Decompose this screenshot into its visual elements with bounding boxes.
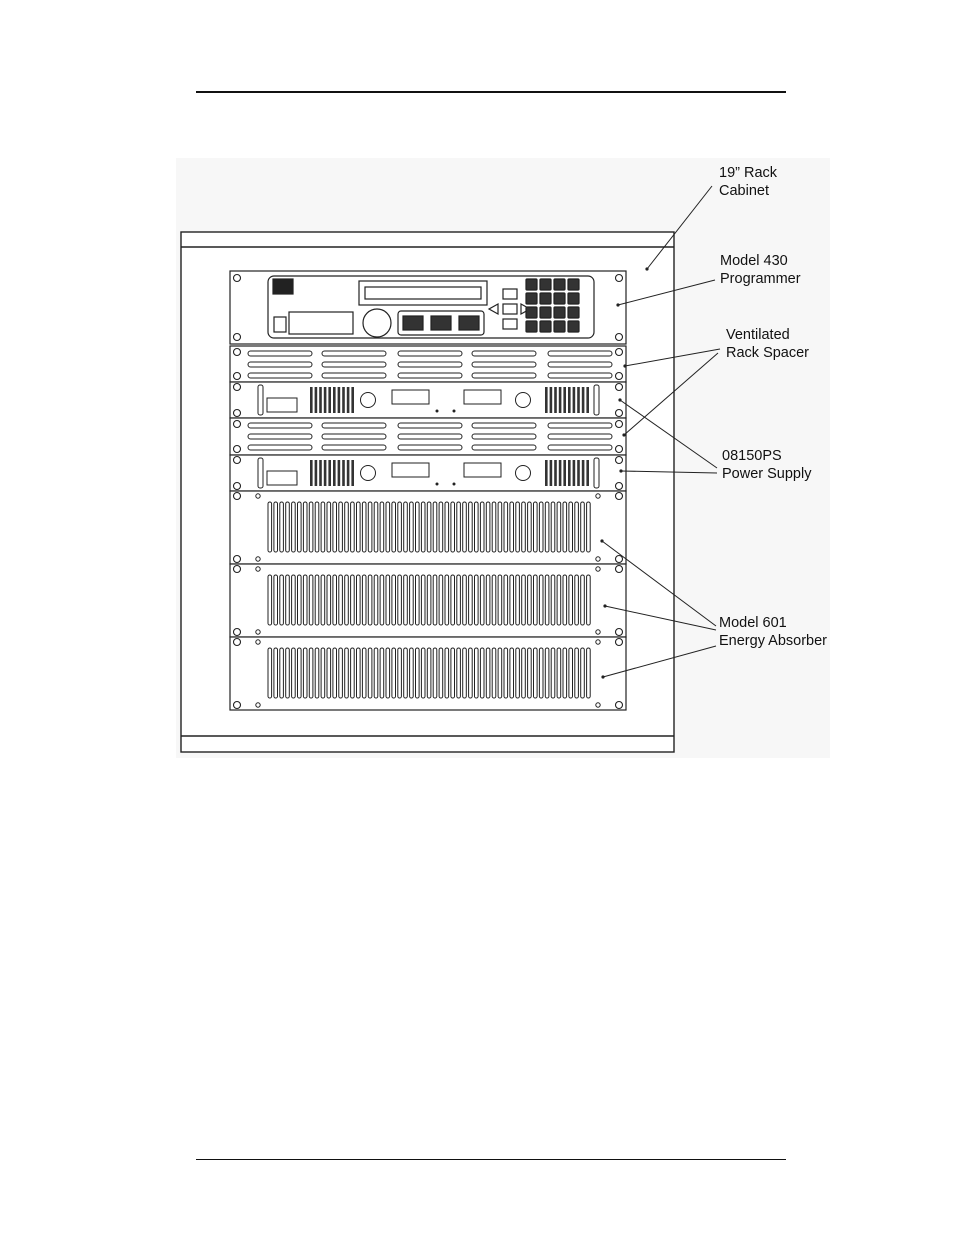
- keypad-key: [554, 293, 565, 304]
- callout-programmer-line2: Programmer: [720, 271, 801, 287]
- keypad-key: [540, 307, 551, 318]
- keypad-key: [554, 307, 565, 318]
- callout-energy-absorber-line1: Model 601: [719, 615, 787, 631]
- callout-rack-cabinet-line2: Cabinet: [719, 183, 769, 199]
- keypad-key: [540, 321, 551, 332]
- energy-absorber-1: [230, 491, 626, 564]
- programmer-unit: [230, 271, 626, 344]
- power-supply-2: [230, 455, 626, 491]
- keypad-key: [568, 321, 579, 332]
- footer-rule: [196, 1159, 786, 1160]
- callout-energy-absorber-line2: Energy Absorber: [719, 633, 828, 649]
- keypad-key: [568, 293, 579, 304]
- keypad-key: [526, 293, 537, 304]
- callout-rack-spacer-line2: Rack Spacer: [726, 345, 810, 361]
- energy-absorber-2: [230, 564, 626, 637]
- keypad-key: [526, 321, 537, 332]
- programmer-knob: [363, 309, 391, 337]
- rack-spacer-2: [230, 418, 626, 455]
- callout-rack-spacer-line1: Ventilated: [726, 327, 790, 343]
- keypad-key: [526, 307, 537, 318]
- keypad-key: [554, 321, 565, 332]
- keypad-key: [526, 279, 537, 290]
- callout-rack-spacer: [726, 326, 809, 362]
- keypad-key: [568, 307, 579, 318]
- callout-rack-cabinet-line1: 19” Rack: [719, 165, 778, 181]
- callout-power-supply-line1: 08150PS: [722, 448, 782, 464]
- power-supply-1: [230, 382, 626, 418]
- energy-absorber-3: [230, 637, 626, 710]
- callout-power-supply-line2: Power Supply: [722, 466, 812, 482]
- callout-programmer-line1: Model 430: [720, 253, 788, 269]
- callout-programmer: [720, 252, 801, 288]
- keypad-key: [540, 293, 551, 304]
- keypad-key: [540, 279, 551, 290]
- keypad-key: [554, 279, 565, 290]
- logo-badge: [273, 279, 293, 294]
- callout-energy-absorber: [719, 614, 827, 650]
- rack-spacer-1: [230, 346, 626, 382]
- callout-rack-cabinet: [719, 164, 777, 200]
- callout-power-supply: [722, 447, 811, 483]
- keypad-key: [568, 279, 579, 290]
